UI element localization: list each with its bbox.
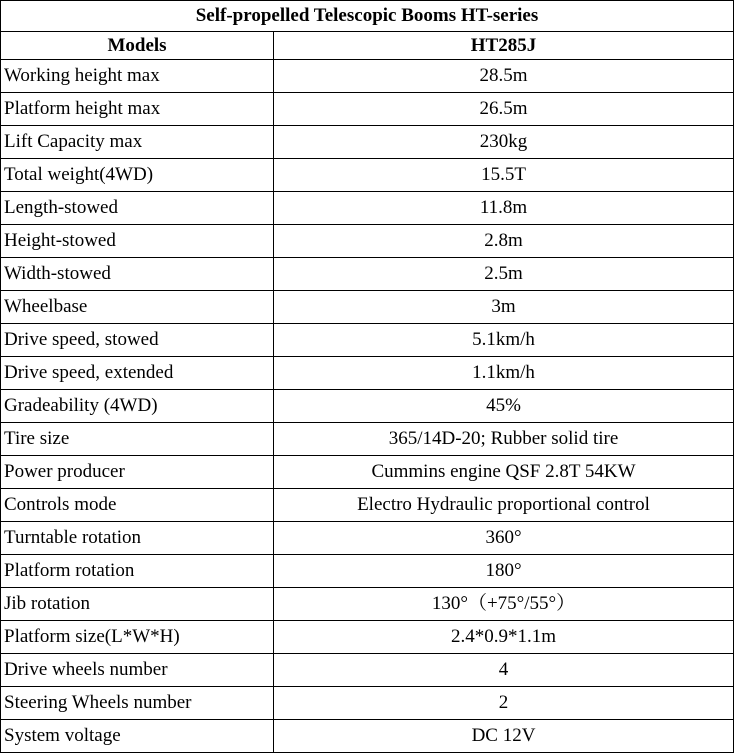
- table-row: [1, 456, 734, 489]
- spec-value: 11.8m: [274, 192, 734, 225]
- spec-label: Controls mode: [1, 489, 274, 522]
- spec-value: 5.1km/h: [274, 324, 734, 357]
- table-row: [1, 522, 734, 555]
- spec-label: Turntable rotation: [1, 522, 274, 555]
- table-row: [1, 588, 734, 621]
- table-row: [1, 489, 734, 522]
- spec-value: 365/14D-20; Rubber solid tire: [274, 423, 734, 456]
- spec-value: 130°（+75°/55°）: [274, 588, 734, 621]
- spec-label: Drive wheels number: [1, 654, 274, 687]
- spec-value: 180°: [274, 555, 734, 588]
- spec-label: Power producer: [1, 456, 274, 489]
- table-row: [1, 126, 734, 159]
- spec-value: 3m: [274, 291, 734, 324]
- spec-value: 360°: [274, 522, 734, 555]
- spec-label: Drive speed, extended: [1, 357, 274, 390]
- spec-value: DC 12V: [274, 720, 734, 753]
- spec-label: Drive speed, stowed: [1, 324, 274, 357]
- spec-value: 45%: [274, 390, 734, 423]
- spec-label: Working height max: [1, 60, 274, 93]
- table-row: [1, 390, 734, 423]
- spec-value: 2: [274, 687, 734, 720]
- table-row: [1, 423, 734, 456]
- title-row: [1, 1, 734, 32]
- spec-label: Width-stowed: [1, 258, 274, 291]
- table-row: [1, 159, 734, 192]
- spec-value: 4: [274, 654, 734, 687]
- header-row: [1, 32, 734, 60]
- table-row: [1, 93, 734, 126]
- spec-value: 230kg: [274, 126, 734, 159]
- spec-value: Electro Hydraulic proportional control: [274, 489, 734, 522]
- spec-label: Height-stowed: [1, 225, 274, 258]
- spec-label: Jib rotation: [1, 588, 274, 621]
- table-row: [1, 225, 734, 258]
- spec-value: 26.5m: [274, 93, 734, 126]
- table-row: [1, 291, 734, 324]
- spec-value: Cummins engine QSF 2.8T 54KW: [274, 456, 734, 489]
- spec-label: Platform size(L*W*H): [1, 621, 274, 654]
- spec-label: Tire size: [1, 423, 274, 456]
- spec-table-body: [1, 1, 734, 753]
- table-row: [1, 324, 734, 357]
- model-name-header: HT285J: [274, 32, 734, 60]
- spec-label: System voltage: [1, 720, 274, 753]
- spec-value: 1.1km/h: [274, 357, 734, 390]
- spec-label: Platform rotation: [1, 555, 274, 588]
- table-row: [1, 60, 734, 93]
- table-row: [1, 687, 734, 720]
- table-row: [1, 357, 734, 390]
- spec-value: 28.5m: [274, 60, 734, 93]
- spec-label: Wheelbase: [1, 291, 274, 324]
- spec-value: 15.5T: [274, 159, 734, 192]
- spec-label: Platform height max: [1, 93, 274, 126]
- table-row: [1, 621, 734, 654]
- table-row: [1, 258, 734, 291]
- spec-label: Lift Capacity max: [1, 126, 274, 159]
- spec-value: 2.4*0.9*1.1m: [274, 621, 734, 654]
- table-title: Self-propelled Telescopic Booms HT-series: [1, 1, 734, 32]
- spec-label: Total weight(4WD): [1, 159, 274, 192]
- spec-value: 2.5m: [274, 258, 734, 291]
- spec-label: Steering Wheels number: [1, 687, 274, 720]
- models-header: Models: [1, 32, 274, 60]
- table-row: [1, 720, 734, 753]
- spec-label: Gradeability (4WD): [1, 390, 274, 423]
- table-row: [1, 654, 734, 687]
- spec-value: 2.8m: [274, 225, 734, 258]
- table-row: [1, 192, 734, 225]
- table-row: [1, 555, 734, 588]
- spec-label: Length-stowed: [1, 192, 274, 225]
